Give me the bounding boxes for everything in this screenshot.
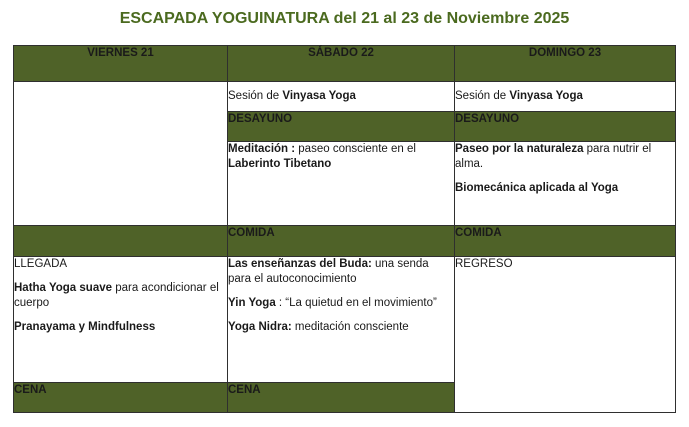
saturday-afternoon: Las enseñanzas del Buda: una senda para el autoconocimiento Yin Yoga : “La quietud en el movimiento” Yoga Nidra: meditación consciente [228,257,455,383]
sunday-breakfast: DESAYUNO [455,112,676,142]
friday-afternoon: LLEGADA Hatha Yoga suave para acondicionar el cuerpo Pranayama y Mindfulness [14,257,228,383]
table-row [14,82,676,112]
sunday-session: Sesión de Vinyasa Yoga [455,82,676,112]
table-row [14,257,676,383]
sunday-return: REGRESO [455,257,676,413]
friday-dinner: CENA [14,383,228,413]
saturday-meditation: Meditación : paseo consciente en el Laberinto Tibetano [228,142,455,226]
day-header-sunday: DOMINGO 23 [455,46,676,82]
saturday-breakfast: DESAYUNO [228,112,455,142]
table-row [14,226,676,257]
schedule-table [13,45,676,413]
friday-morning-empty [14,82,228,226]
page-title: ESCAPADA YOGUINATURA del 21 al 23 de Noviembre 2025 [119,10,570,27]
table-header-row [14,46,676,82]
day-header-saturday: SÁBADO 22 [228,46,455,82]
saturday-lunch: COMIDA [228,226,455,257]
saturday-session: Sesión de Vinyasa Yoga [228,82,455,112]
sunday-activities: Paseo por la naturaleza para nutrir el alma. Biomecánica aplicada al Yoga [455,142,676,226]
friday-lunch-empty [14,226,228,257]
day-header-friday: VIERNES 21 [14,46,228,82]
sunday-lunch: COMIDA [455,226,676,257]
saturday-dinner: CENA [228,383,455,413]
